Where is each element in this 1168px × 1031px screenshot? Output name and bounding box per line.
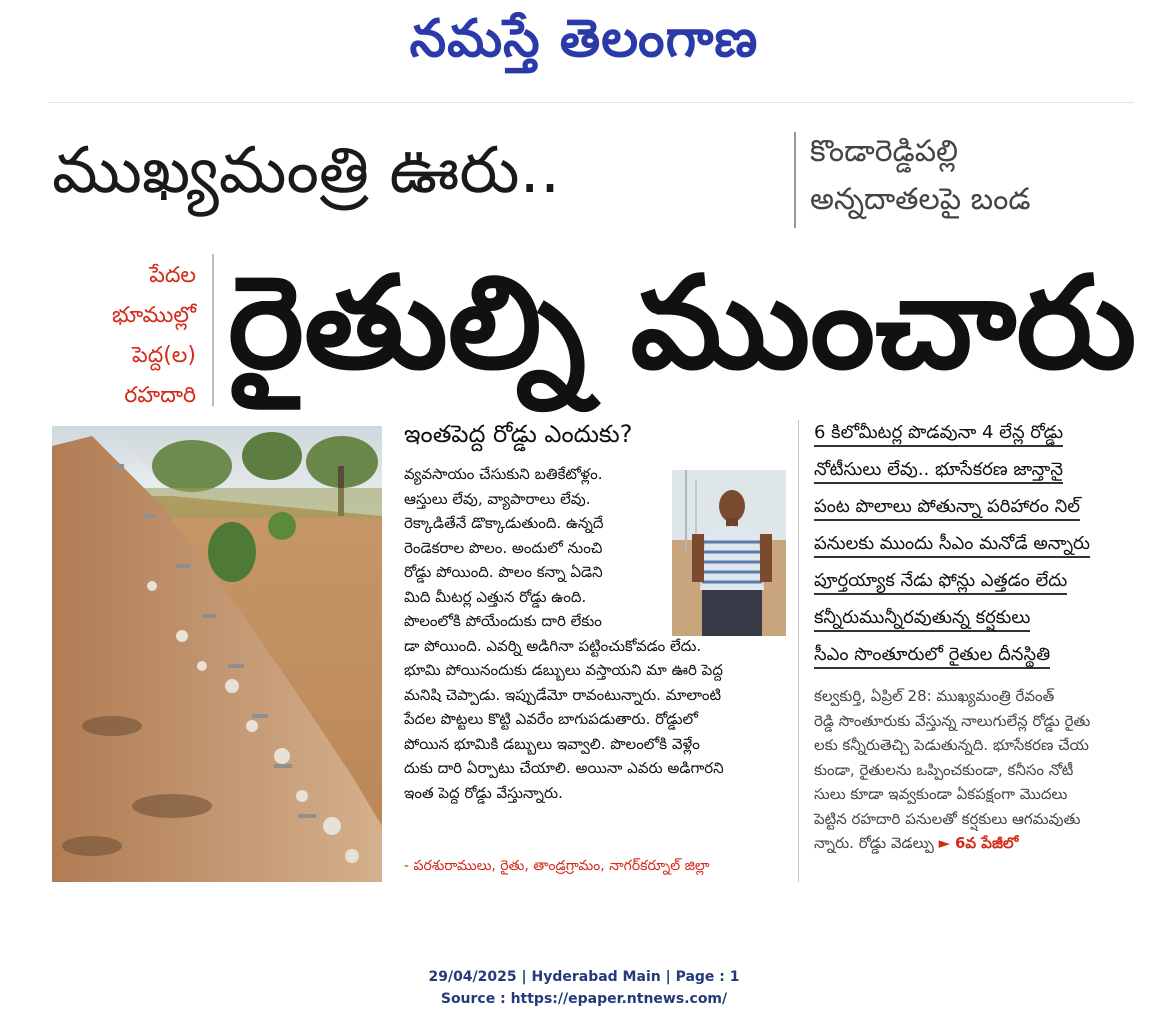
report-line: కల్వకుర్తి, ఏప్రిల్ 28: ముఖ్యమంత్రి రేవంత్: [814, 687, 1055, 705]
kicker-divider: [794, 132, 796, 228]
highlight-point: పూర్తయ్యాక నేడు ఫోన్లు ఎత్తడం లేదు: [814, 562, 1114, 599]
strap-line: పెద్ద(ల): [132, 343, 196, 368]
strap-text: [60, 256, 196, 416]
side-headline: [810, 128, 1031, 224]
highlight-points: [814, 414, 1114, 673]
report-line: రెడ్డి సొంతూరుకు వేస్తున్న నాలుగులేన్ల రోడ్డు రైతు: [814, 711, 1091, 730]
quote-line: పోయిన భూమికి డబ్బులు ఇవ్వాలి. పొలంలోకి వెళ్లేం: [404, 734, 700, 753]
highlight-point: పనులకు ముందు సీఎం మనోడే అన్నారు: [814, 525, 1114, 562]
strap-line: రహదారి: [124, 383, 196, 408]
quote-line: దుకు దారి ఏర్పాటు చేయాలి. అయినా ఎవరు అడిగారని: [404, 759, 724, 777]
kicker-headline: ముఖ్యమంత్రి ఊరు..: [52, 134, 561, 208]
quote-line: ఇంత పెద్ద రోడ్డు వేస్తున్నారు.: [404, 783, 563, 802]
strap-line: పేదల: [149, 263, 196, 288]
masthead-rule: [48, 102, 1134, 103]
quote-line: భూమి పోయినందుకు డబ్బులు వస్తాయని మా ఊరి పెద్ద: [404, 661, 723, 679]
column-divider: [798, 420, 799, 882]
masthead-logo: నమస్తే తెలంగాణ: [409, 8, 759, 69]
quote-line: పేదల పొట్టలు కొట్టి ఎవరేం బాగుపడుతారు. రోడ్డులో: [404, 710, 698, 728]
quote-line: డా పోయింది. ఎవర్ని అడిగినా పట్టించుకోవడం లేదు.: [404, 636, 702, 655]
quote-line: ఆస్తులు లేవు, వ్యాపారాలు లేవు.: [404, 489, 591, 508]
quote-attribution: - పరశురాములు, రైతు, తాండ్రగ్రామం, నాగర్‌కర్నూల్ జిల్లా: [404, 858, 710, 874]
report-last-line: న్నారు. రోడ్డు వెడల్పు: [814, 834, 934, 852]
report-line: సులు కూడా ఇవ్వకుండా ఏకపక్షంగా మొదలు: [814, 785, 1068, 803]
continued-page-link[interactable]: 6వ పేజీలో: [954, 834, 1019, 852]
report-line: పెట్టిన రహదారి పనులతో కర్షకులు ఆగమవుతు: [814, 809, 1081, 828]
quote-line: మనిషి చెప్పాడు. ఇప్పుడేమో రావంటున్నారు. మాలాంటి: [404, 685, 722, 704]
quote-box-body: [404, 462, 786, 805]
road-photo: [52, 426, 382, 882]
highlight-point: పంట పొలాలు పోతున్నా పరిహారం నిల్: [814, 488, 1114, 525]
continued-arrow-icon: ►: [938, 834, 951, 852]
quote-line: రెండెకరాల పొలం. అందులో నుంచి: [404, 538, 603, 557]
quote-line: రోడ్డు పోయింది. పొలం కన్నా ఏడెని: [404, 563, 603, 581]
strap-divider: [212, 254, 214, 406]
report-line: కుండా, రైతులను ఒప్పించకుండా, కనీసం నోటీ: [814, 760, 1074, 779]
footer-date-edition: 29/04/2025 | Hyderabad Main | Page : 1: [428, 969, 740, 985]
highlight-point: 6 కిలోమీటర్ల పొడవునా 4 లేన్ల రోడ్డు: [814, 414, 1114, 451]
quote-line: రెక్కాడితేనే డొక్కాడుతుంది. ఉన్నదే: [404, 514, 604, 532]
quote-line: వ్యవసాయం చేసుకుని బతికేటోళ్లం.: [404, 465, 603, 483]
quote-box-title: ఇంతపెద్ద రోడ్డు ఎందుకు?: [404, 420, 633, 448]
quote-line: పొలంలోకి పోయేందుకు దారి లేకుం: [404, 612, 602, 630]
footer-source-link[interactable]: Source : https://epaper.ntnews.com/: [440, 991, 728, 1007]
report-line: [814, 831, 1114, 856]
highlight-point: కన్నీరుమున్నీరవుతున్న కర్షకులు: [814, 599, 1114, 636]
side-headline-line: అన్నదాతలపై బండ: [810, 182, 1031, 217]
report-line: లకు కన్నీరుతెచ్చి పెడుతున్నది. భూసేకరణ చేయ: [814, 736, 1089, 754]
page-footer: [0, 966, 1168, 1010]
highlight-point: నోటీసులు లేవు.. భూసేకరణ జాన్తానై: [814, 451, 1114, 488]
strap-line: భూముల్లో: [111, 303, 196, 328]
main-headline: రైతుల్ని ముంచారు: [228, 249, 1137, 398]
highlight-point: సీఎం సొంతూరులో రైతుల దీనస్థితి: [814, 636, 1114, 673]
report-body: [814, 684, 1114, 856]
quote-line: మిది మీటర్ల ఎత్తున రోడ్డు ఉంది.: [404, 587, 587, 606]
side-headline-line: కొండారెడ్డిపల్లి: [810, 134, 959, 169]
